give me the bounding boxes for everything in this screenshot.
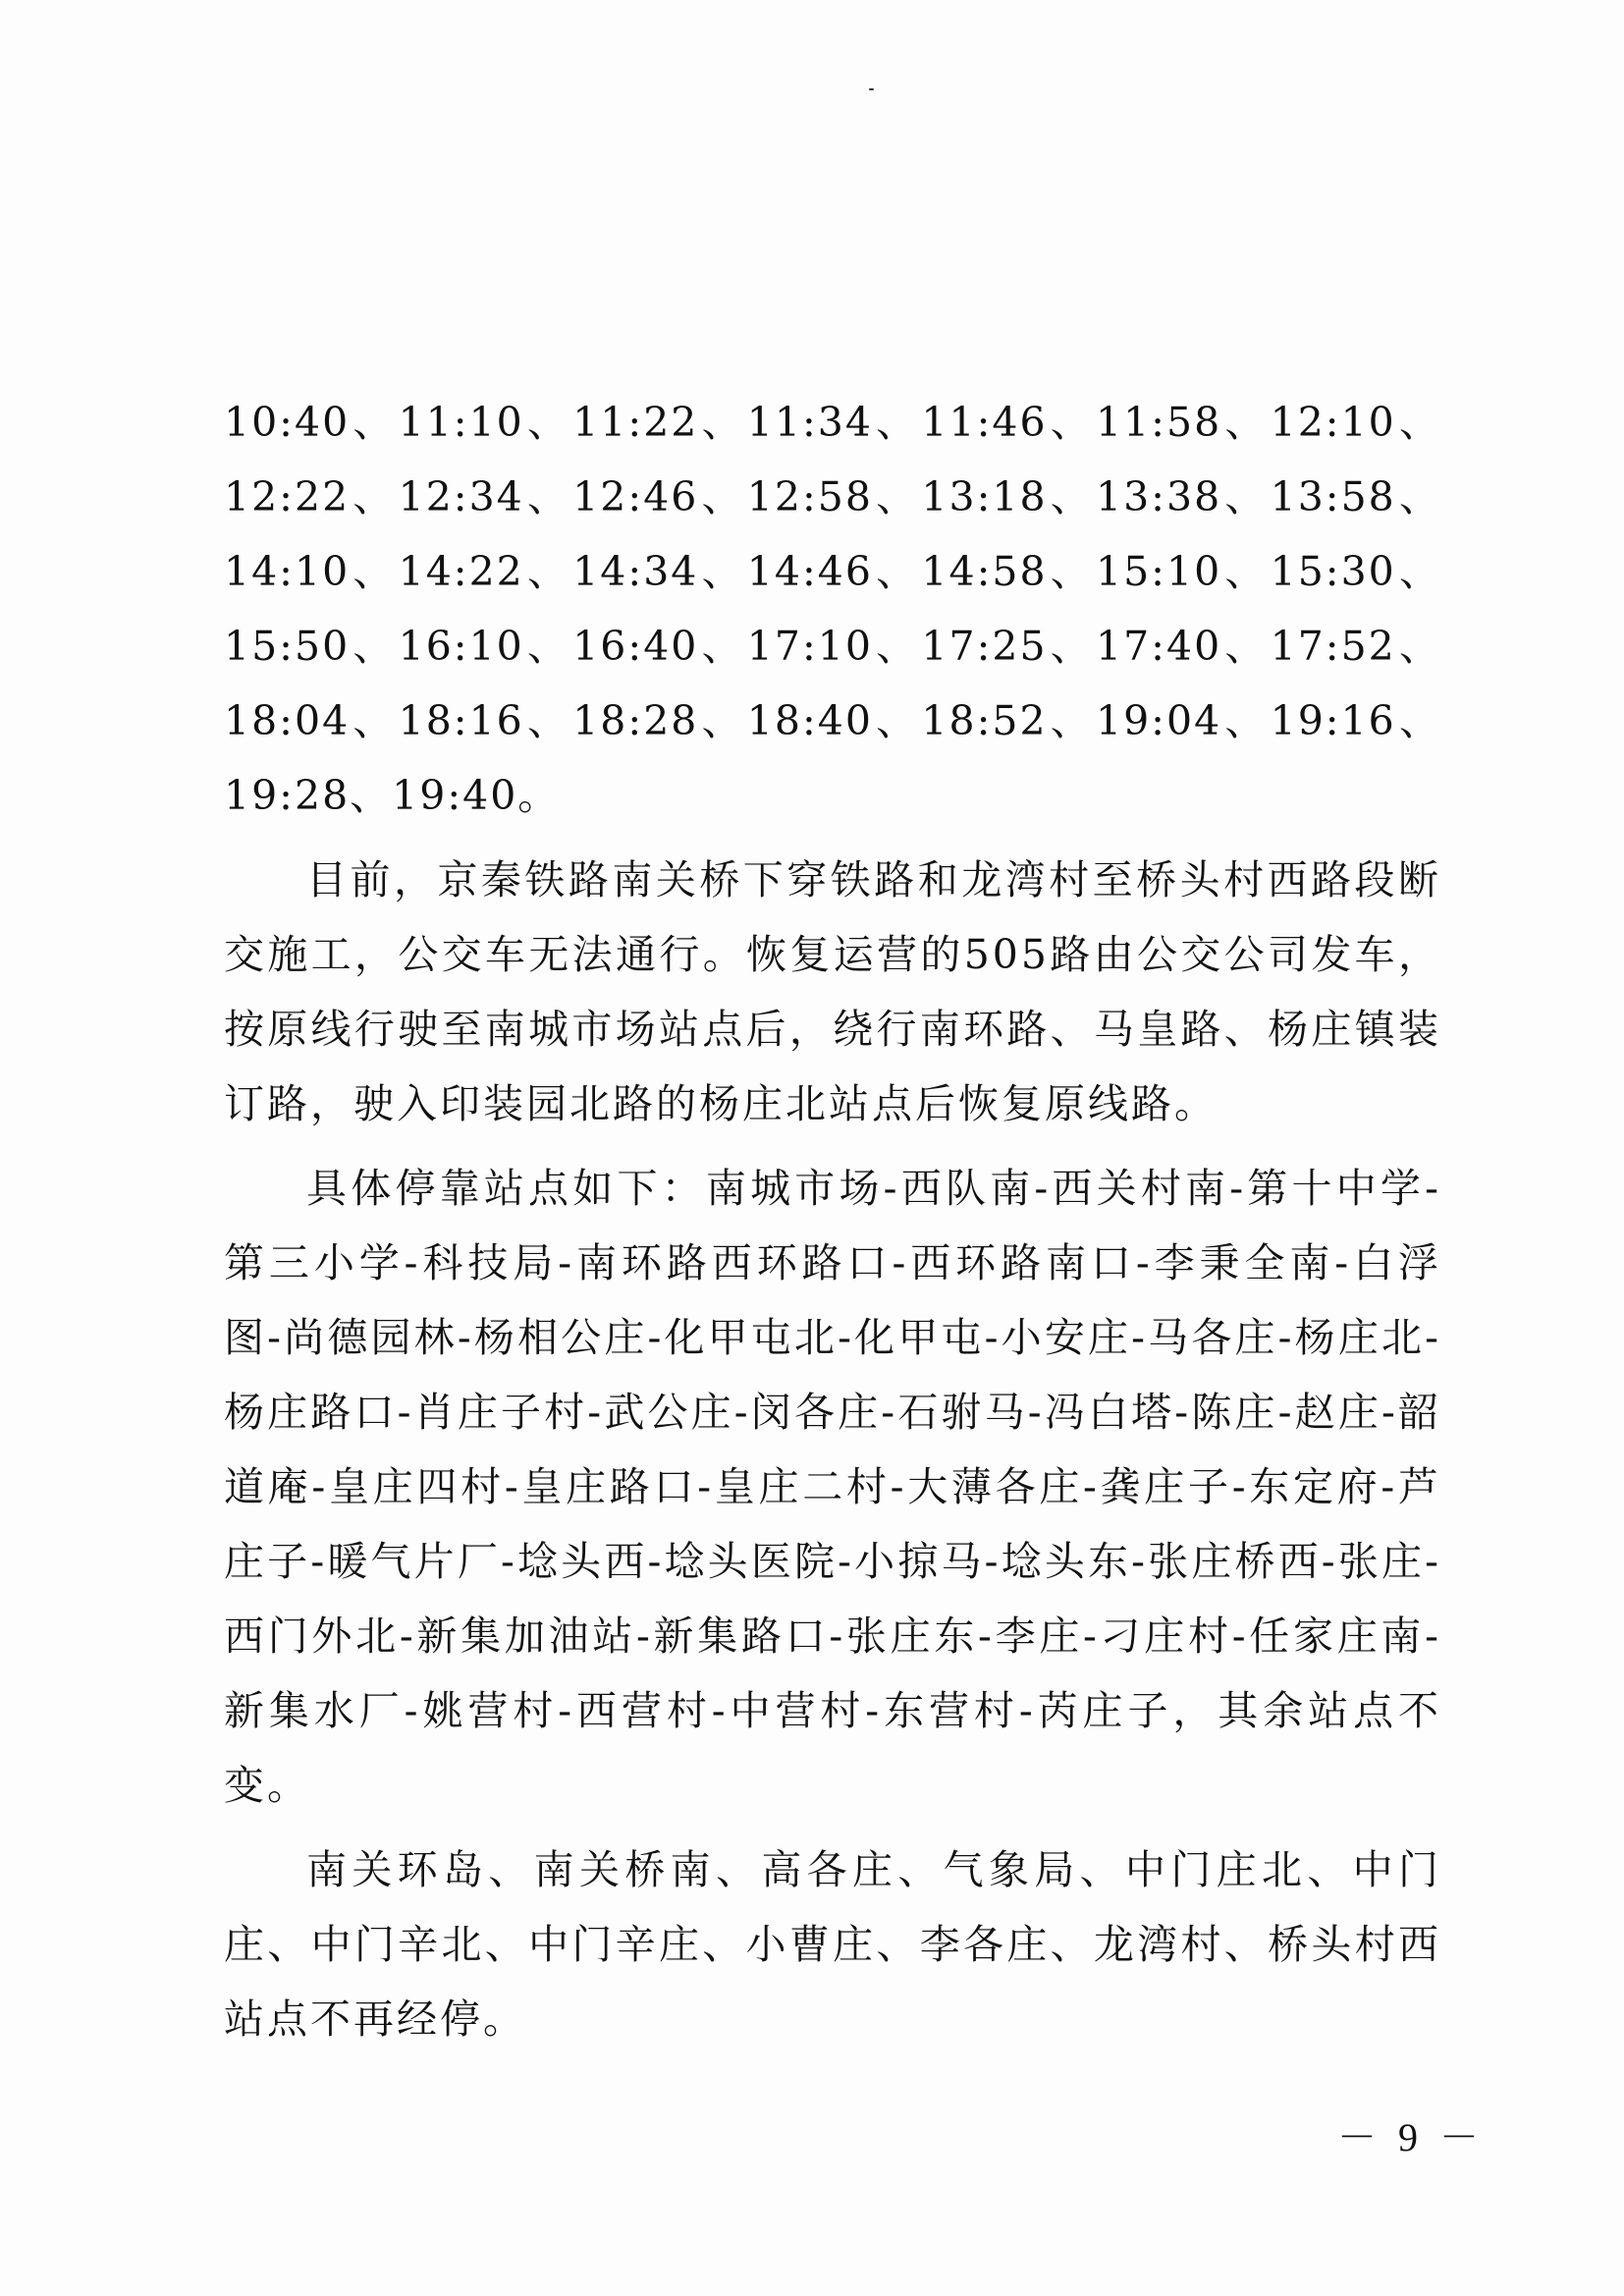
page-number: － 9 － — [1337, 2115, 1485, 2159]
construction-notice-paragraph: 目前，京秦铁路南关桥下穿铁路和龙湾村至桥头村西路段断交施工，公交车无法通行。恢复运营的505路由公交公司发车，按原线行驶至南城市场站点后，绕行南环路、马皇路、杨庄镇装订路，驶入印装园北路的杨庄北站点后恢复原线路。 — [224, 856, 1441, 1127]
departure-timetable: 10:40、11:10、11:22、11:34、11:46、11:58、12:10、12:22、12:34、12:46、12:58、13:18、13:38、13:58、14:10、14:22、14:34、14:46、14:58、15:10、15:30、15:50、16:10、16:40、17:10、17:25、17:40、17:52、18:04、18:16、18:28、18:40、18:52、19:04、19:16、19:28、19:40。 — [224, 399, 1441, 819]
stops-list-paragraph: 具体停靠站点如下：南城市场-西队南-西关村南-第十中学-第三小学-科技局-南环路西环路口-西环路南口-李秉全南-白浮图-尚德园林-杨相公庄-化甲屯北-化甲屯-小安庄-马各庄-杨庄北-杨庄路口-肖庄子村-武公庄-闵各庄-石驸马-冯白塔-陈庄-赵庄-韶道庵-皇庄四村-皇庄路口-皇庄二村-大薄各庄-龚庄子-东定府-芦庄子-暖气片厂-埝头西-埝头医院-小掠马-埝头东-张庄桥西-张庄-西门外北-新集加油站-新集路口-张庄东-李庄-刁庄村-任家庄南-新集水厂-姚营村-西营村-中营村-东营村-芮庄子，其余站点不变。 — [224, 1165, 1441, 1809]
document-body — [224, 385, 1441, 2056]
scan-speck — [869, 88, 874, 90]
removed-stops-paragraph: 南关环岛、南关桥南、高各庄、气象局、中门庄北、中门庄、中门辛北、中门辛庄、小曹庄、李各庄、龙湾村、桥头村西站点不再经停。 — [224, 1846, 1441, 2043]
